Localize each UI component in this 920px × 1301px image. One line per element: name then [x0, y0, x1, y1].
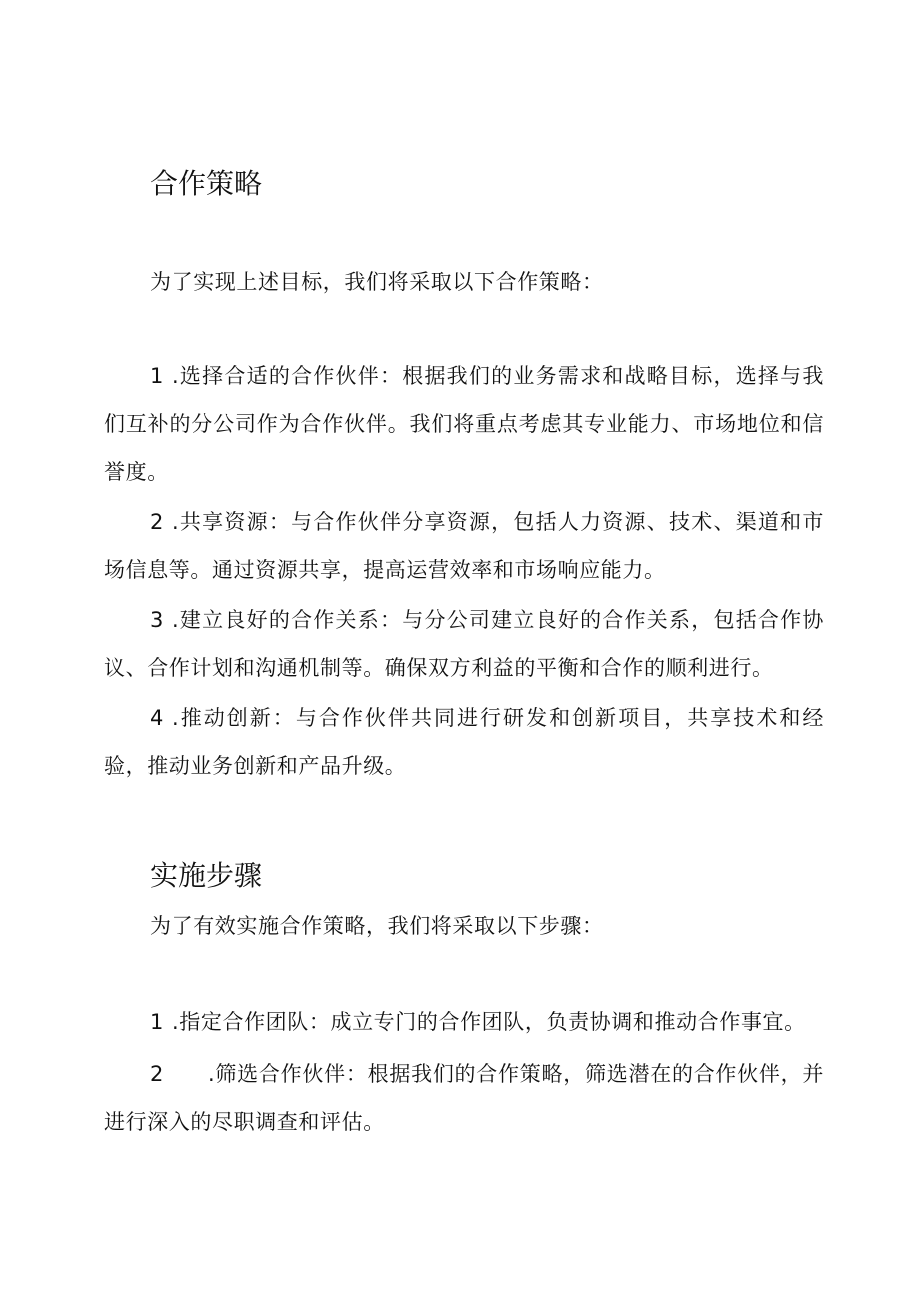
- item-number: 1: [150, 364, 164, 388]
- item-number: 2: [150, 510, 164, 534]
- item-text: .筛选合作伙伴：根据我们的合作策略，筛选潜在的合作伙伴，并进行深入的尽职调查和评估。: [104, 1062, 824, 1134]
- item-text: .推动创新：与合作伙伴共同进行研发和创新项目，共享技术和经验，推动业务创新和产品升级。: [104, 706, 824, 778]
- list-item: [104, 596, 824, 692]
- section-title-cooperation-strategy: 合作策略: [150, 167, 263, 200]
- item-number: 2: [150, 1062, 164, 1086]
- item-number: 4: [150, 706, 164, 730]
- item-text: .选择合适的合作伙伴：根据我们的业务需求和战略目标，选择与我们互补的分公司作为合作伙伴。我们将重点考虑其专业能力、市场地位和信誉度。: [104, 364, 824, 484]
- item-number: 1: [150, 1010, 164, 1034]
- section-intro-cooperation-strategy: 为了实现上述目标，我们将采取以下合作策略：: [150, 270, 604, 294]
- list-item: [104, 694, 824, 790]
- list-item: [104, 998, 824, 1046]
- list-item: [104, 1050, 824, 1146]
- item-number: 3: [150, 608, 164, 632]
- item-text: .指定合作团队：成立专门的合作团队，负责协调和推动合作事宜。: [172, 1010, 806, 1034]
- item-text: .建立良好的合作关系：与分公司建立良好的合作关系，包括合作协议、合作计划和沟通机制等。确保双方利益的平衡和合作的顺利进行。: [104, 608, 824, 680]
- section-intro-implementation-steps: 为了有效实施合作策略，我们将采取以下步骤：: [150, 914, 604, 938]
- item-text: .共享资源：与合作伙伴分享资源，包括人力资源、技术、渠道和市场信息等。通过资源共享，提高运营效率和市场响应能力。: [104, 510, 824, 582]
- list-item: [104, 498, 824, 594]
- list-item: [104, 352, 824, 496]
- section-title-implementation-steps: 实施步骤: [150, 859, 263, 892]
